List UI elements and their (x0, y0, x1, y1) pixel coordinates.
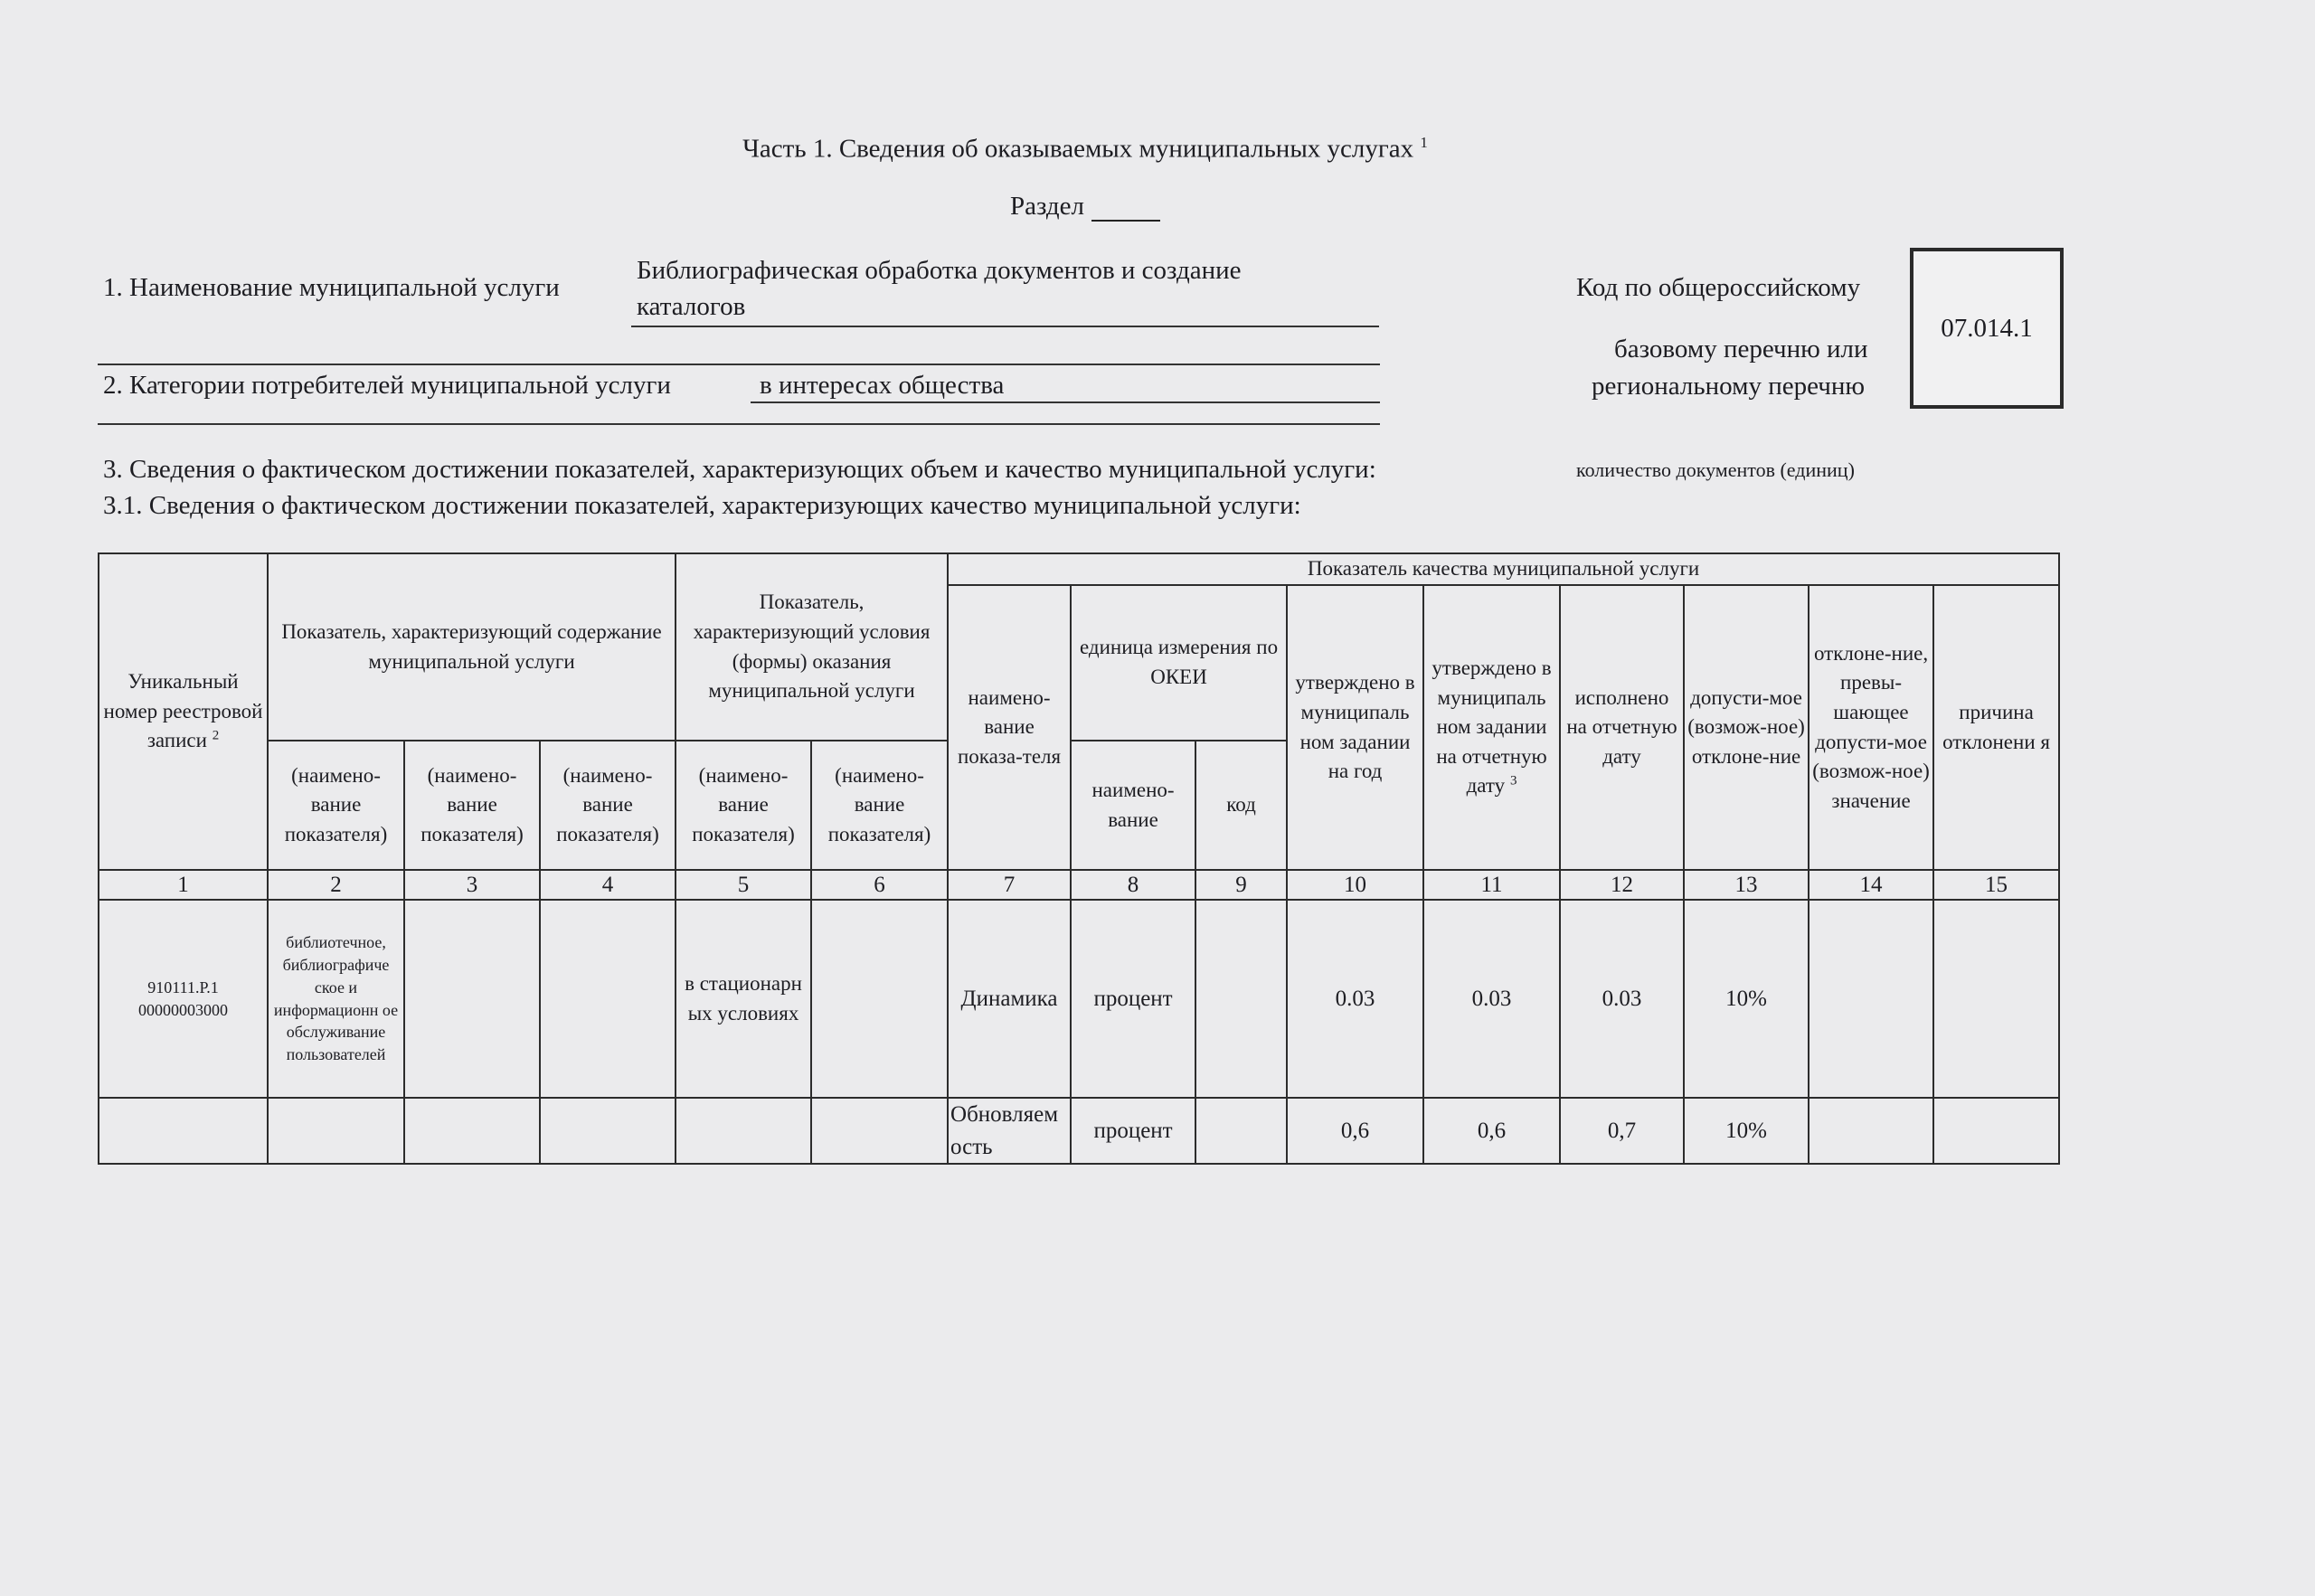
consumers-label: 2. Категории потребителей муниципальной услуги (103, 371, 671, 400)
executed: 0.03 (1560, 900, 1684, 1098)
section3-heading: 3. Сведения о фактическом достижении показателей, характеризующих объем и качество муниципальной услуги: (103, 455, 1376, 484)
header-executed: исполнено на отчетную дату (1560, 585, 1684, 870)
content-indicator-1 (268, 1098, 404, 1164)
page-title: Часть 1. Сведения об оказываемых муниципальных услугах $^1$ (742, 134, 1428, 164)
column-number: 14 (1809, 870, 1933, 900)
service-name-line1: Библиографическая обработка документов и создание (637, 256, 1242, 285)
column-number: 13 (1684, 870, 1809, 900)
consumers-value: в интересах общества (760, 371, 1005, 400)
header-unit-code: код (1195, 741, 1287, 870)
consumers-underline (751, 401, 1380, 403)
header-content-indicator: Показатель, характеризующий содержание муниципальной услуги (268, 553, 676, 741)
code-box (1910, 248, 2064, 409)
column-number: 4 (540, 870, 676, 900)
approved-date: 0.03 (1423, 900, 1560, 1098)
column-number: 10 (1287, 870, 1423, 900)
header-unit-name: наимено-вание (1071, 741, 1195, 870)
header-content-name-2: (наимено-вание показателя) (404, 741, 540, 870)
header-unique-number: Уникальный номер реестровой записи $^2$ (99, 553, 268, 870)
registry-number: 910111.Р.1 00000003000 (99, 900, 268, 1098)
unit-name: процент (1071, 1098, 1195, 1164)
header-approved-year: утверждено в муниципаль ном задании на год (1287, 585, 1423, 870)
exceeding-deviation (1809, 1098, 1933, 1164)
condition-indicator-2 (811, 900, 948, 1098)
header-conditions-indicator: Показатель, характеризующий условия (формы) оказания муниципальной услуги (676, 553, 948, 741)
unit-name: процент (1071, 900, 1195, 1098)
registry-number (99, 1098, 268, 1164)
condition-indicator-2 (811, 1098, 948, 1164)
unit-code (1195, 900, 1287, 1098)
condition-indicator-1 (676, 1098, 811, 1164)
content-indicator-2 (404, 1098, 540, 1164)
table-row (99, 900, 2059, 1098)
header-allowed-deviation: допусти-мое (возмож-ное) отклоне-ние (1684, 585, 1809, 870)
header-content-name-1: (наимено-вание показателя) (268, 741, 404, 870)
table-row (99, 1098, 2059, 1164)
column-number: 15 (1933, 870, 2059, 900)
content-indicator-3 (540, 1098, 676, 1164)
content-indicator-3 (540, 900, 676, 1098)
column-number: 9 (1195, 870, 1287, 900)
header-content-name-3: (наимено-вание показателя) (540, 741, 676, 870)
column-number: 5 (676, 870, 811, 900)
code-value: 07.014.1 (1941, 313, 2033, 343)
allowed-deviation: 10% (1684, 900, 1809, 1098)
header-condition-name-2: (наимено-вание показателя) (811, 741, 948, 870)
section-line: Раздел (0, 192, 2170, 222)
column-number: 7 (948, 870, 1071, 900)
header-indicator-name: наимено-вание показа-теля (948, 585, 1071, 870)
header-exceeding-deviation: отклоне-ние, превы-шающее допусти-мое (возмож-ное) значение (1809, 585, 1933, 870)
deviation-reason (1933, 900, 2059, 1098)
exceeding-deviation (1809, 900, 1933, 1098)
column-number: 11 (1423, 870, 1560, 900)
code-label-3: региональному перечню (1592, 372, 1866, 401)
header-condition-name-1: (наимено-вание показателя) (676, 741, 811, 870)
section31-heading: 3.1. Сведения о фактическом достижении показателей, характеризующих качество муниципальной услуги: (103, 491, 1301, 520)
code-label-2: базовому перечню или (1614, 335, 1868, 364)
header-unit: единица измерения по ОКЕИ (1071, 585, 1287, 741)
service-name-line2: каталогов (637, 292, 746, 321)
content-indicator-1: библиотечное, библиографиче ское и информационн ое обслуживание пользователей (268, 900, 404, 1098)
approved-year: 0,6 (1287, 1098, 1423, 1164)
indicator-name: Обновляем ость (948, 1098, 1071, 1164)
service-name-label: 1. Наименование муниципальной услуги (103, 273, 560, 302)
executed: 0,7 (1560, 1098, 1684, 1164)
section-number-blank (1091, 194, 1160, 222)
unit-code (1195, 1098, 1287, 1164)
column-number: 3 (404, 870, 540, 900)
consumers-underline-2 (98, 423, 1380, 425)
code-label-1: Код по общероссийскому (1576, 273, 1861, 302)
column-number: 8 (1071, 870, 1195, 900)
service-name-underline (631, 326, 1379, 327)
deviation-reason (1933, 1098, 2059, 1164)
header-deviation-reason: причина отклонени я (1933, 585, 2059, 870)
column-number: 1 (99, 870, 268, 900)
indicator-name: Динамика (948, 900, 1071, 1098)
header-approved-date: утверждено в муниципаль ном задании на отчетную дату $^3$ (1423, 585, 1560, 870)
condition-indicator-1: в стационарн ых условиях (676, 900, 811, 1098)
header-quality-indicator: Показатель качества муниципальной услуги (948, 553, 2059, 585)
quality-table (98, 552, 2060, 1165)
approved-date: 0,6 (1423, 1098, 1560, 1164)
column-number: 12 (1560, 870, 1684, 900)
service-name-underline-2 (98, 364, 1380, 365)
unit-note: количество документов (единиц) (1576, 458, 1855, 481)
column-number: 6 (811, 870, 948, 900)
content-indicator-2 (404, 900, 540, 1098)
column-number: 2 (268, 870, 404, 900)
allowed-deviation: 10% (1684, 1098, 1809, 1164)
approved-year: 0.03 (1287, 900, 1423, 1098)
